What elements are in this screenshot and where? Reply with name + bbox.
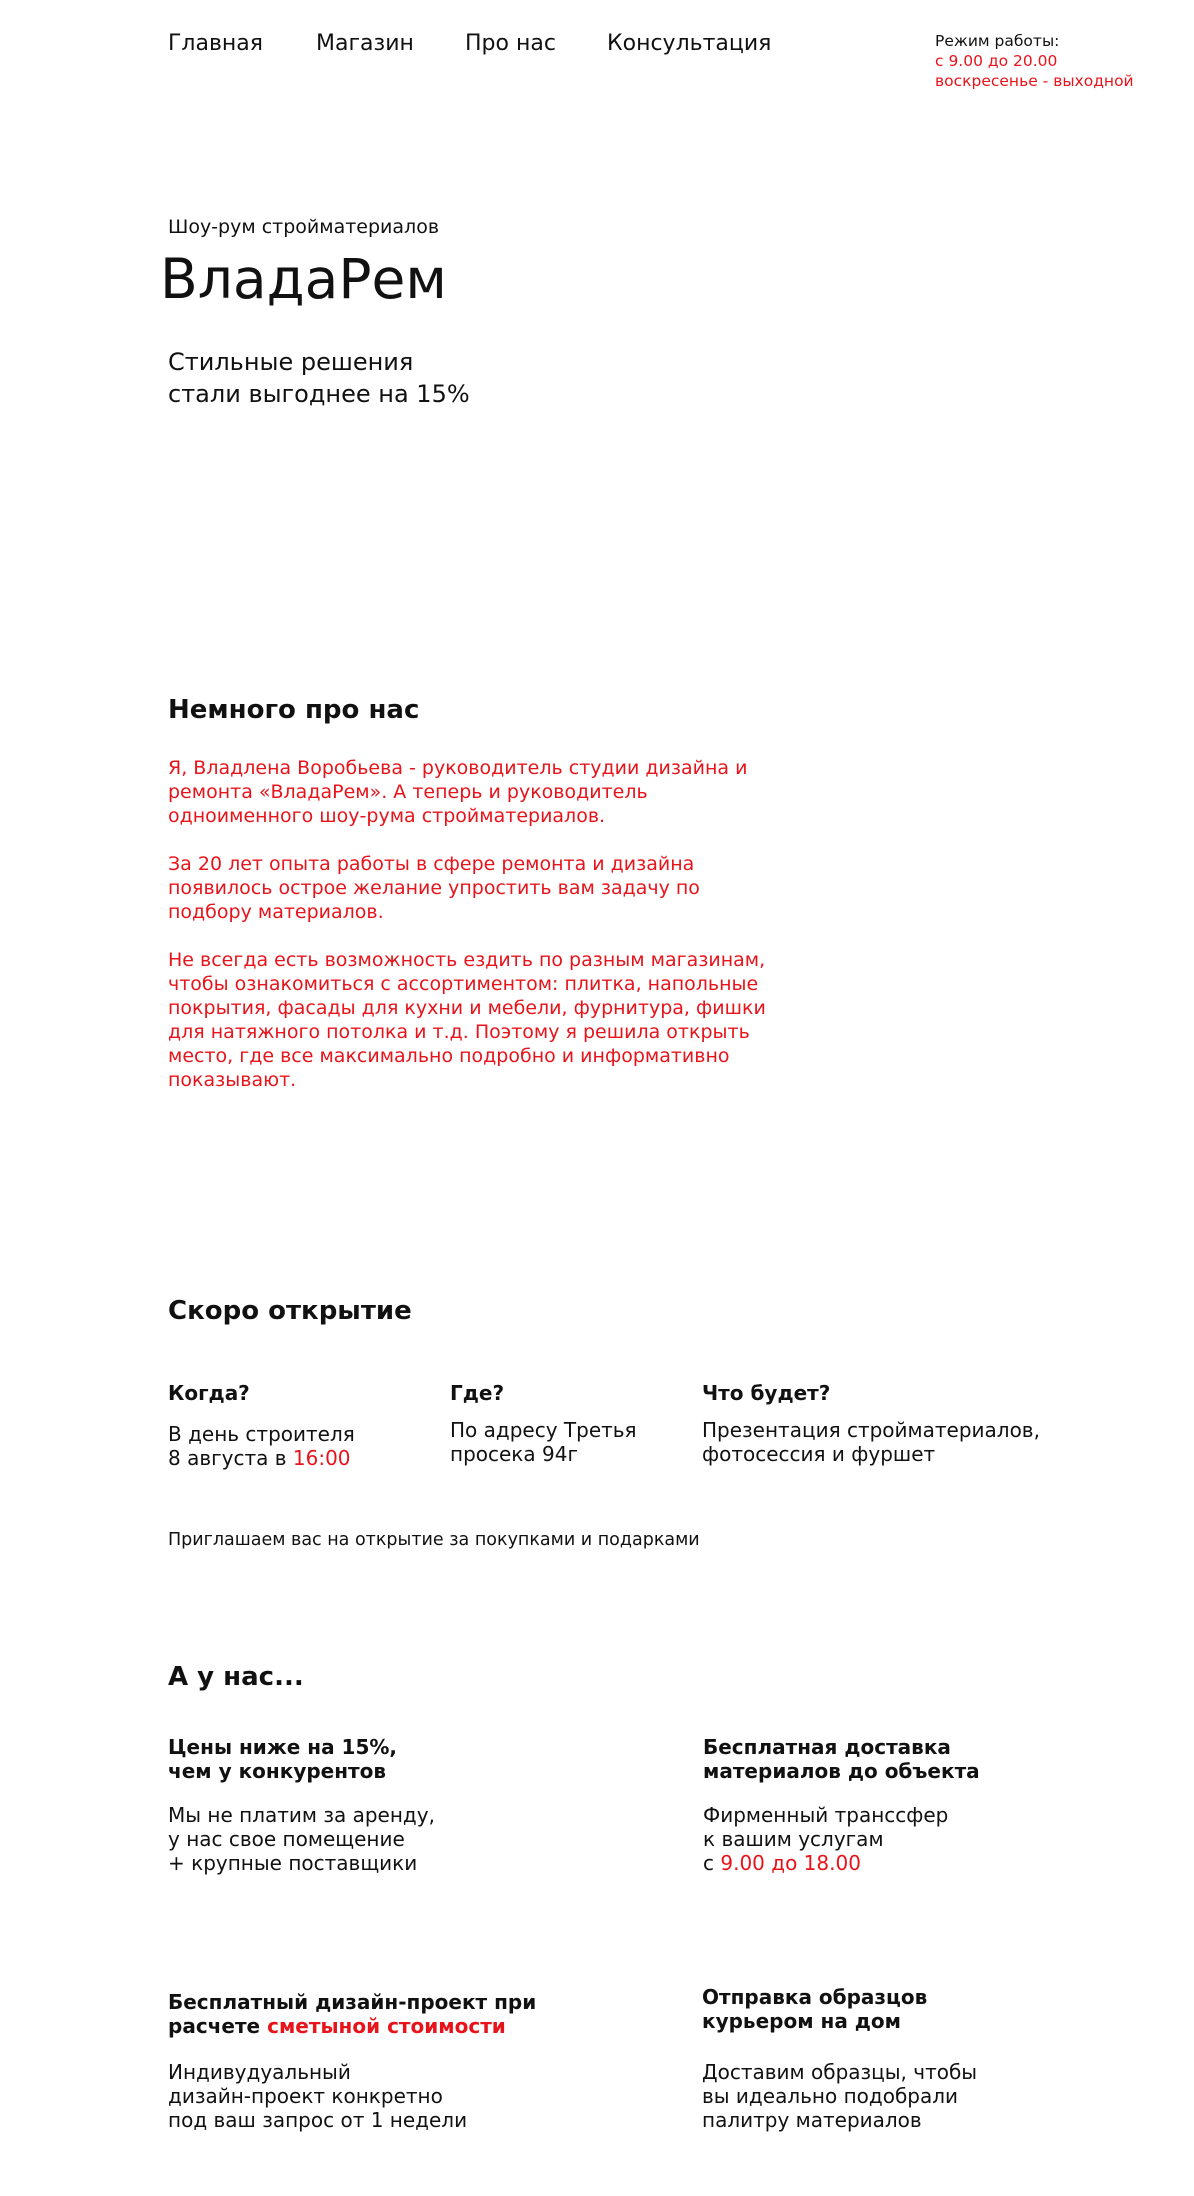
benefit-design-prefix: расчете — [168, 2014, 268, 2038]
benefit-title-line: курьером на дом — [702, 2009, 902, 2033]
benefit-prices-text — [168, 1803, 435, 1875]
benefit-text-line: Доставим образцы, чтобы — [702, 2060, 978, 2084]
about-line: покрытия, фасады для кухни и мебели, фурнитура, фишки — [168, 997, 766, 1019]
benefit-text-line: + крупные поставщики — [168, 1851, 418, 1875]
opening-when-line: В день строителя — [168, 1422, 355, 1446]
benefit-title-line: чем у конкурентов — [168, 1759, 387, 1783]
benefit-design-highlight: сметыной стоимости — [267, 2014, 506, 2038]
opening-where-line: просека 94г — [450, 1442, 578, 1466]
benefit-title-line: Отправка образцов — [702, 1985, 928, 2009]
benefit-text-line: Фирменный трансcфер — [703, 1803, 949, 1827]
opening-what — [702, 1381, 1040, 1466]
opening-heading: Скоро открытие — [168, 1296, 412, 1326]
benefit-text-line: у нас свое помещение — [168, 1827, 405, 1851]
opening-invite: Приглашаем вас на открытие за покупками и подарками — [168, 1530, 700, 1550]
benefit-prices — [168, 1735, 435, 1875]
about-line: место, где все максимально подробно и информативно — [168, 1045, 730, 1067]
opening-when-line — [168, 1446, 355, 1470]
brand-title: ВладаРем — [160, 247, 447, 311]
benefit-samples-text — [702, 2060, 977, 2132]
hero-tagline — [168, 346, 470, 410]
about-line: Я, Владлена Воробьева - руководитель студии дизайна и — [168, 757, 748, 779]
benefit-text-line: Мы не платим за аренду, — [168, 1803, 435, 1827]
hero-subtitle: Шоу-рум стройматериалов — [168, 216, 440, 238]
opening-what-title: Что будет? — [702, 1381, 831, 1405]
benefit-delivery-time: 9.00 до 18.00 — [720, 1851, 861, 1875]
benefit-design — [168, 1990, 536, 2132]
hero-tagline-line: стали выгоднее на 15% — [168, 380, 470, 408]
benefit-samples — [702, 1985, 977, 2132]
about-heading: Немного про нас — [168, 695, 420, 725]
opening-where-line: По адресу Третья — [450, 1418, 637, 1442]
working-hours-sunday: воскресенье - выходной — [935, 72, 1134, 90]
benefit-text-line: под ваш запрос от 1 недели — [168, 2108, 468, 2132]
benefit-delivery — [703, 1735, 980, 1875]
benefit-title-line: Бесплатная доставка — [703, 1735, 951, 1759]
opening-what-line: фотосессия и фуршет — [702, 1442, 936, 1466]
about-paragraph — [168, 852, 766, 924]
about-line: подбору материалов. — [168, 901, 384, 923]
about-line: Не всегда есть возможность ездить по разным магазинам, — [168, 949, 766, 971]
benefit-text-line: палитру материалов — [702, 2108, 922, 2132]
benefit-samples-title — [702, 1985, 977, 2033]
nav-about-link[interactable]: Про нас — [465, 31, 556, 56]
opening-where-text — [450, 1418, 637, 1466]
benefit-delivery-prefix: с — [703, 1851, 721, 1875]
benefit-design-title — [168, 1990, 536, 2038]
hero-tagline-line: Стильные решения — [168, 348, 414, 376]
about-paragraph — [168, 948, 766, 1092]
about-line: появилось острое желание упростить вам задачу по — [168, 877, 700, 899]
benefit-text-line — [703, 1851, 980, 1875]
about-line: За 20 лет опыта работы в сфере ремонта и дизайна — [168, 853, 695, 875]
opening-where-title: Где? — [450, 1381, 505, 1405]
working-hours-title: Режим работы: — [935, 32, 1060, 50]
benefit-design-text — [168, 2060, 536, 2132]
benefits-heading: А у нас... — [168, 1662, 304, 1692]
about-line: для натяжного потолка и т.д. Поэтому я решила открыть — [168, 1021, 750, 1043]
opening-when — [168, 1381, 355, 1470]
working-hours — [935, 31, 1134, 91]
about-line: чтобы ознакомиться с ассортиментом: плитка, напольные — [168, 973, 759, 995]
opening-when-text — [168, 1422, 355, 1470]
nav-shop-link[interactable]: Магазин — [316, 31, 414, 56]
benefit-delivery-text — [703, 1803, 980, 1875]
opening-what-line: Презентация стройматериалов, — [702, 1418, 1040, 1442]
about-line: ремонта «ВладаРем». А теперь и руководитель — [168, 781, 648, 803]
working-hours-weekdays: с 9.00 до 20.00 — [935, 52, 1058, 70]
opening-when-date: 8 августа в — [168, 1446, 293, 1470]
opening-when-time: 16:00 — [292, 1446, 351, 1470]
opening-when-title: Когда? — [168, 1381, 250, 1405]
benefit-text-line: Индивудуальный — [168, 2060, 351, 2084]
benefit-text-line: вы идеально подобрали — [702, 2084, 959, 2108]
benefit-text-line: к вашим услугам — [703, 1827, 884, 1851]
opening-what-text — [702, 1418, 1040, 1466]
nav-home-link[interactable]: Главная — [168, 31, 264, 56]
about-text — [168, 756, 766, 1116]
benefit-title-line: материалов до объекта — [703, 1759, 980, 1783]
about-line: одноименного шоу-рума стройматериалов. — [168, 805, 606, 827]
benefit-title-line: Цены ниже на 15%, — [168, 1735, 397, 1759]
benefit-prices-title — [168, 1735, 435, 1783]
benefit-title-line — [168, 2014, 536, 2038]
benefit-title-line: Бесплатный дизайн-проект при — [168, 1990, 537, 2014]
benefit-text-line: дизайн-проект конкретно — [168, 2084, 443, 2108]
opening-where — [450, 1381, 637, 1466]
benefit-delivery-title — [703, 1735, 980, 1783]
about-line: показывают. — [168, 1069, 297, 1091]
about-paragraph — [168, 756, 766, 828]
nav-consultation-link[interactable]: Консультация — [607, 31, 772, 56]
